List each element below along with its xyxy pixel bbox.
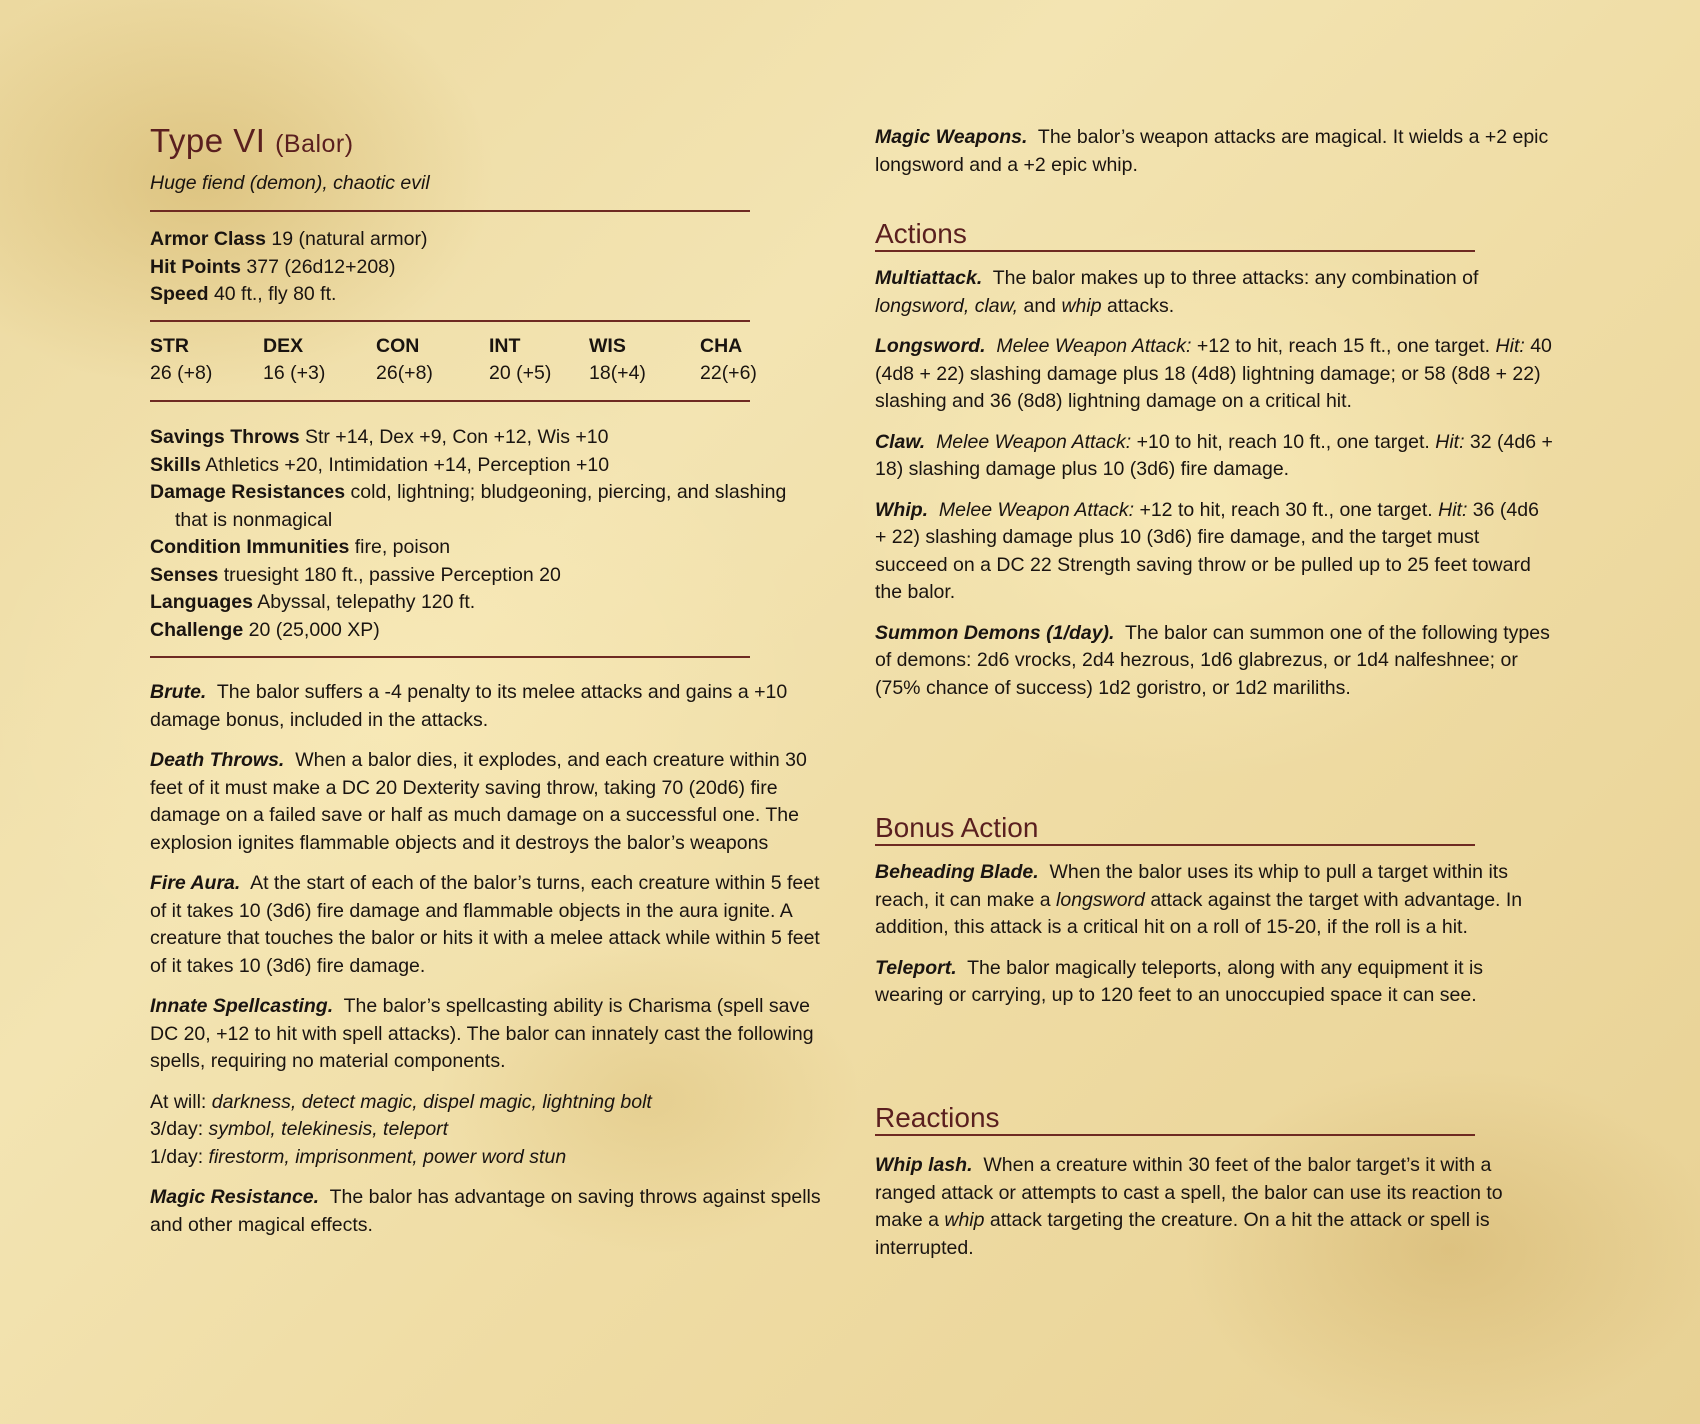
bonus-action-list [875, 859, 1555, 1023]
features-list [150, 679, 830, 1252]
challenge: Challenge 20 (25,000 XP) [150, 618, 380, 641]
divider [875, 250, 1475, 252]
ability-wis: WIS 18(+4) [589, 335, 646, 384]
title-main: Type VI [150, 122, 266, 159]
bonus-beheading-blade: Beheading Blade. When the balor uses its whip to pull a target within its reach, it can make a longsword attack against the target with advantage. In addition, this attack is a critical hit on a roll of 15-20, if the roll is a hit. [875, 861, 1523, 938]
divider [875, 844, 1475, 846]
action-claw: Claw. Melee Weapon Attack: +10 to hit, reach 10 ft., one target. Hit: 32 (4d6 + 18) slashing damage plus 10 (3d6) fire damage. [875, 430, 1553, 480]
divider [150, 320, 750, 322]
monster-subtitle: Huge fiend (demon), chaotic evil [150, 172, 430, 194]
reactions-list [875, 1152, 1555, 1275]
languages: Languages Abyssal, telepathy 120 ft. [150, 591, 476, 613]
actions-list [875, 265, 1555, 715]
monster-title [150, 122, 354, 160]
ability-str: STR 26 (+8) [150, 335, 213, 384]
divider [150, 656, 750, 658]
bonus-action-heading: Bonus Action [875, 812, 1039, 843]
saving-throws: Savings Throws Str +14, Dex +9, Con +12, Wis +10 [150, 426, 609, 448]
reactions-heading: Reactions [875, 1102, 1000, 1133]
senses: Senses truesight 180 ft., passive Perception 20 [150, 563, 561, 586]
feature-magic-weapons: Magic Weapons. The balor’s weapon attacks are magical. It wields a +2 epic longsword and a +2 epic whip. [875, 126, 1549, 176]
feature-magic-resistance: Magic Resistance. The balor has advantage on saving throws against spells and other magical effects. [150, 1186, 821, 1236]
feature-innate-spellcasting: Innate Spellcasting. The balor’s spellcasting ability is Charisma (spell save DC 20, +12 to hit with spell attacks). The balor can innately cast the following spells, requiring no material components. [150, 995, 814, 1072]
spell-line: 3/day: symbol, telekinesis, teleport [150, 1118, 449, 1140]
spell-line: 1/day: firestorm, imprisonment, power word stun [150, 1145, 567, 1168]
title-paren: (Balor) [275, 130, 354, 158]
actions-heading: Actions [875, 218, 967, 249]
action-whip: Whip. Melee Weapon Attack: +12 to hit, reach 30 ft., one target. Hit: 36 (4d6 + 22) slashing damage plus 10 (3d6) fire damage, and the target must succeed on a DC 22 Strength saving throw or be pulled up to 25 feet toward the balor. [875, 498, 1539, 603]
speed: Speed 40 ft., fly 80 ft. [150, 283, 337, 305]
hit-points: Hit Points 377 (26d12+208) [150, 255, 396, 278]
action-multiattack: Multiattack. The balor makes up to three attacks: any combination of longsword, claw, and whip attacks. [875, 267, 1479, 317]
core-stats [150, 226, 810, 309]
reaction-whip-lash: Whip lash. When a creature within 30 feet of the balor target’s it with a ranged attack or attempts to cast a spell, the balor can use its reaction to make a whip attack targeting the creature. On a hit the attack or spell is interrupted. [875, 1154, 1503, 1259]
armor-class: Armor Class 19 (natural armor) [150, 228, 428, 250]
spell-list [150, 1089, 830, 1172]
condition-immunities: Condition Immunities fire, poison [150, 536, 451, 558]
action-summon-demons: Summon Demons (1/day). The balor can summon one of the following types of demons: 2d6 vrocks, 2d4 hezrous, 1d6 glabrezus, or 1d4 nalfeshnee; or (75% chance of success) 1d2 goristro, or 1d2 mariliths. [875, 621, 1550, 699]
divider [150, 400, 750, 402]
feature-death-throws: Death Throws. When a balor dies, it explodes, and each creature within 30 feet of it must make a DC 20 Dexterity saving throw, taking 70 (20d6) fire damage on a failed save or half as much damage on a successful one. The explosion ignites flammable objects and it destroys the balor’s weapons [150, 749, 807, 854]
divider [875, 1134, 1475, 1136]
action-longsword: Longsword. Melee Weapon Attack: +12 to hit, reach 15 ft., one target. Hit: 40 (4d8 + 22) slashing damage plus 18 (4d8) lightning damage; or 58 (8d8 + 22) slashing and 36 (8d8) lightning damage on a critical hit. [875, 335, 1552, 412]
spell-line: At will: darkness, detect magic, dispel magic, lightning bolt [150, 1090, 652, 1113]
magic-weapons-block [875, 124, 1555, 179]
skills: Skills Athletics +20, Intimidation +14, Perception +10 [150, 453, 610, 476]
feature-brute: Brute. The balor suffers a -4 penalty to its melee attacks and gains a +10 damage bonus, included in the attacks. [150, 681, 788, 731]
ability-int: INT 20 (+5) [489, 335, 552, 384]
secondary-stats [150, 424, 810, 644]
feature-fire-aura: Fire Aura. At the start of each of the balor’s turns, each creature within 5 feet of it takes 10 (3d6) fire damage and flammable objects in the aura ignite. A creature that touches the balor or hits it with a melee attack while within 5 feet of it takes 10 (3d6) fire damage. [150, 872, 820, 977]
damage-resistances: Damage Resistances cold, lightning; bludgeoning, piercing, and slashing that is nonmagical [150, 481, 787, 531]
divider [150, 210, 750, 212]
ability-con: CON 26(+8) [376, 335, 433, 384]
ability-cha: CHA 22(+6) [700, 335, 757, 384]
ability-dex: DEX 16 (+3) [263, 335, 326, 384]
bonus-teleport: Teleport. The balor magically teleports, along with any equipment it is wearing or carrying, up to 120 feet to an unoccupied space it can see. [875, 956, 1484, 1006]
ability-scores [150, 333, 790, 393]
